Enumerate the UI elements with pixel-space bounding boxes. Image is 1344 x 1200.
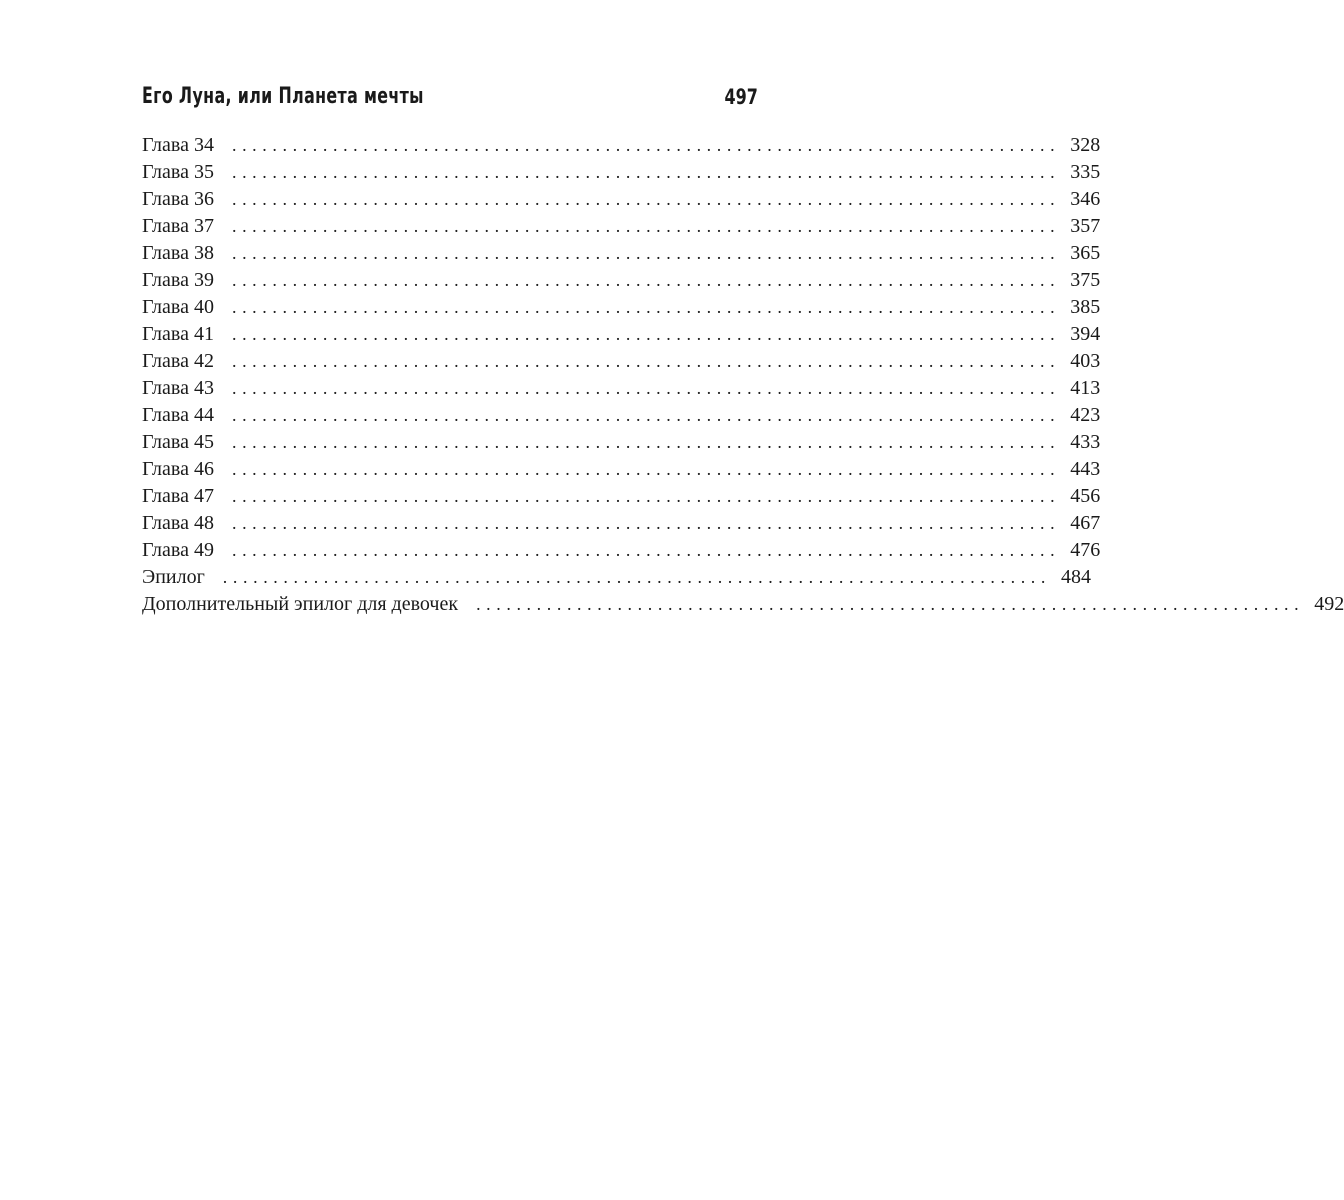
toc-entry-bonus-epilogue [142, 591, 1344, 618]
toc-entry-chapter-36 [142, 186, 1101, 213]
dot-leader: .................................................................................. [231, 189, 1061, 209]
dot-leader: .................................................................................. [231, 540, 1061, 560]
toc-entry-label: Глава 45 [142, 431, 214, 453]
dot-leader: .................................................................................. [476, 594, 1305, 614]
toc-entry-chapter-48 [142, 510, 1101, 537]
toc-entry-label: Глава 43 [142, 377, 214, 399]
toc-entry-page: 423 [1070, 404, 1101, 426]
toc-entry-page: 394 [1070, 323, 1101, 345]
dot-leader: .................................................................................. [231, 432, 1061, 452]
toc-entry-page: 492 [1314, 593, 1344, 615]
toc-entry-chapter-41 [142, 321, 1101, 348]
toc-entry-chapter-43 [142, 375, 1101, 402]
dot-leader: .................................................................................. [231, 459, 1061, 479]
toc-entry-label: Глава 44 [142, 404, 214, 426]
dot-leader: .................................................................................. [222, 567, 1051, 587]
toc-entry-label: Глава 38 [142, 242, 214, 264]
toc-entry-page: 365 [1070, 242, 1101, 264]
toc-entry-page: 467 [1070, 512, 1101, 534]
toc-entry-label: Глава 46 [142, 458, 214, 480]
toc-entry-label: Глава 40 [142, 296, 214, 318]
toc-entry-page: 456 [1070, 485, 1101, 507]
toc-entry-label: Глава 34 [142, 134, 214, 156]
toc-entry-epilogue [142, 564, 1091, 591]
dot-leader: .................................................................................. [231, 378, 1061, 398]
toc-entry-page: 375 [1070, 269, 1101, 291]
toc-entry-label: Глава 47 [142, 485, 214, 507]
toc-entry-label: Эпилог [142, 566, 205, 588]
toc-entry-page: 443 [1070, 458, 1101, 480]
dot-leader: .................................................................................. [231, 162, 1061, 182]
dot-leader: .................................................................................. [231, 486, 1061, 506]
toc-entry-page: 413 [1070, 377, 1101, 399]
toc-entry-page: 346 [1070, 188, 1101, 210]
toc-entry-page: 484 [1061, 566, 1091, 588]
dot-leader: .................................................................................. [231, 324, 1061, 344]
toc-entry-label: Глава 39 [142, 269, 214, 291]
toc-entry-chapter-38 [142, 240, 1101, 267]
toc-entry-page: 385 [1070, 296, 1101, 318]
toc-entry-label: Глава 36 [142, 188, 214, 210]
toc-entry-label: Глава 37 [142, 215, 214, 237]
toc-entry-label: Глава 42 [142, 350, 214, 372]
dot-leader: .................................................................................. [231, 243, 1061, 263]
toc-entry-chapter-40 [142, 294, 1101, 321]
dot-leader: .................................................................................. [231, 405, 1061, 425]
toc-entry-chapter-45 [142, 429, 1101, 456]
dot-leader: .................................................................................. [231, 135, 1061, 155]
toc-entry-label: Глава 35 [142, 161, 214, 183]
toc-entry-page: 433 [1070, 431, 1101, 453]
toc-entry-page: 476 [1070, 539, 1101, 561]
toc-entry-chapter-46 [142, 456, 1101, 483]
toc-entry-chapter-49 [142, 537, 1101, 564]
toc-entry-label: Глава 49 [142, 539, 214, 561]
toc-entry-chapter-47 [142, 483, 1101, 510]
dot-leader: .................................................................................. [231, 297, 1061, 317]
dot-leader: .................................................................................. [231, 351, 1061, 371]
table-of-contents [142, 132, 1344, 618]
page-number: 497 [724, 85, 758, 109]
toc-entry-chapter-37 [142, 213, 1101, 240]
toc-entry-page: 403 [1070, 350, 1101, 372]
toc-entry-page: 357 [1070, 215, 1101, 237]
running-head [142, 82, 758, 114]
dot-leader: .................................................................................. [231, 513, 1061, 533]
toc-entry-chapter-35 [142, 159, 1101, 186]
toc-entry-chapter-42 [142, 348, 1101, 375]
dot-leader: .................................................................................. [231, 270, 1061, 290]
toc-entry-label: Глава 48 [142, 512, 214, 534]
dot-leader: .................................................................................. [231, 216, 1061, 236]
toc-entry-page: 328 [1070, 134, 1101, 156]
toc-entry-chapter-39 [142, 267, 1101, 294]
toc-entry-chapter-34 [142, 132, 1101, 159]
toc-entry-page: 335 [1070, 161, 1101, 183]
toc-entry-label: Дополнительный эпилог для девочек [142, 593, 459, 615]
toc-entry-label: Глава 41 [142, 323, 214, 345]
toc-entry-chapter-44 [142, 402, 1101, 429]
running-title: Его Луна, или Планета мечты [142, 84, 424, 109]
